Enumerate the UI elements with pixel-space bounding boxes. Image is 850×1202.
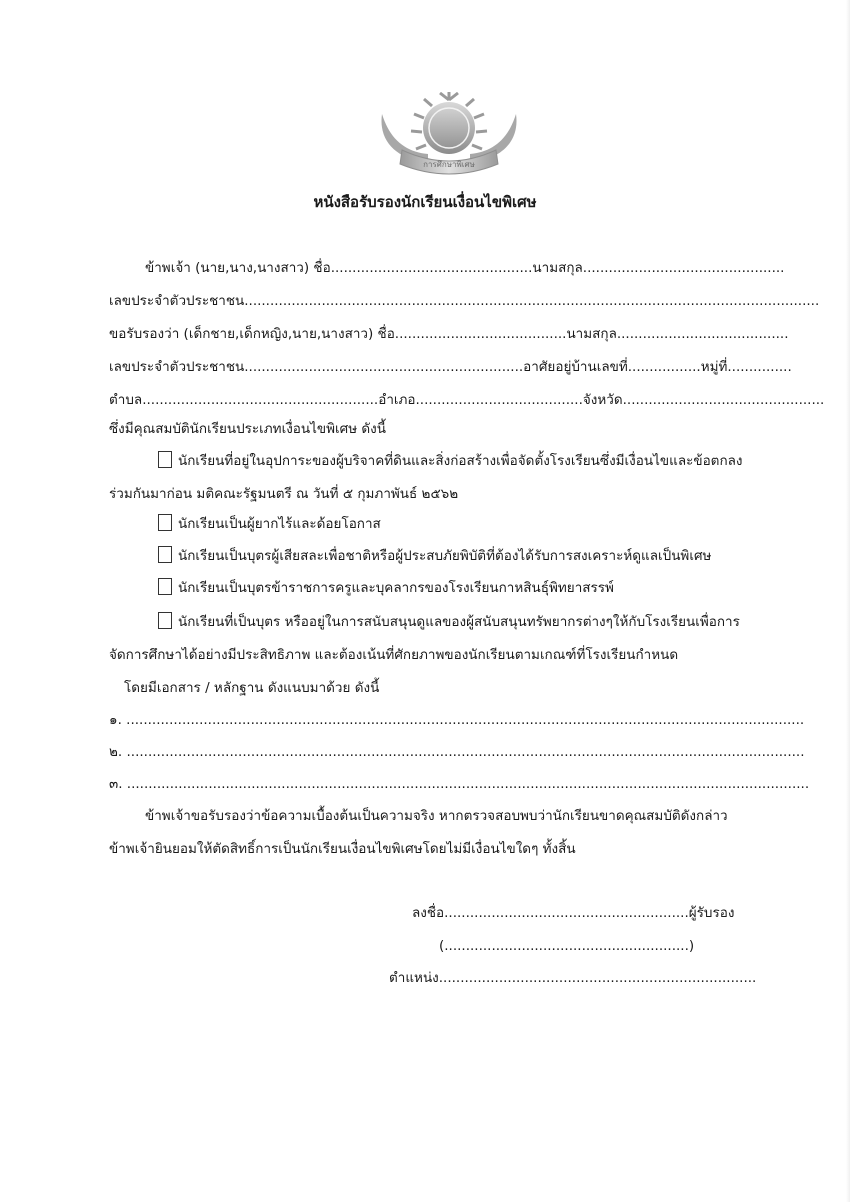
logo-ribbon-text: การศึกษาพิเศษ xyxy=(423,160,475,169)
scan-edge xyxy=(846,0,850,1202)
option-label: นักเรียนเป็นผู้ยากไร้และด้อยโอกาส xyxy=(178,516,381,532)
certification-line-2: ข้าพเจ้ายินยอมให้ตัดสิทธิ์การเป็นนักเรียนเงื่อนไขพิเศษโดยไม่มีเงื่อนไขใดๆ ทั้งสิ้น xyxy=(109,841,576,857)
evidence-item-1[interactable]: ๑. .............................................................................................................................................................. xyxy=(109,712,805,728)
option-sacrifice-disaster xyxy=(158,546,711,566)
document-title: หนังสือรับรองนักเรียนเงื่อนไขพิเศษ xyxy=(313,193,537,211)
option-donor-dependent xyxy=(158,451,743,471)
sun-disc-icon xyxy=(423,102,475,154)
checkbox-icon[interactable] xyxy=(158,546,172,563)
declarant-id-field[interactable]: เลขประจำตัวประชาชน...................................................................................................................................... xyxy=(109,293,820,309)
option-staff-child xyxy=(158,578,614,598)
student-id-address-field[interactable]: เลขประจำตัวประชาชน.................................................................อาศัยอยู่บ้านเลขที่.................หมู่ที่............... xyxy=(109,359,792,375)
checkbox-icon[interactable] xyxy=(158,514,172,531)
evidence-item-3[interactable]: ๓. ............................................................................................................................................................... xyxy=(109,776,810,792)
option-label: นักเรียนเป็นบุตรผู้เสียสละเพื่อชาติหรือผู้ประสบภัยพิบัติที่ต้องได้รับการสงเคราะห์ดูแลเป็นพิเศษ xyxy=(178,548,712,564)
student-location-field[interactable]: ตำบล.......................................................อำเภอ.......................................จังหวัด............................................... xyxy=(109,392,825,408)
option-resource-supporter xyxy=(158,612,740,632)
certification-line-1: ข้าพเจ้าขอรับรองว่าข้อความเบื้องต้นเป็นความจริง หากตรวจสอบพบว่านักเรียนขาดคุณสมบัติดังกล่าว xyxy=(145,808,728,824)
checkbox-icon[interactable] xyxy=(158,612,172,629)
checkbox-icon[interactable] xyxy=(158,451,172,468)
student-name-field[interactable]: ขอรับรองว่า (เด็กชาย,เด็กหญิง,นาย,นางสาว) ชื่อ........................................นามสกุล........................................ xyxy=(109,326,789,342)
option-donor-dependent-cont: ร่วมกันมาก่อน มติคณะรัฐมนตรี ณ วันที่ ๕ กุมภาพันธ์ ๒๕๖๒ xyxy=(109,486,459,502)
option-label: นักเรียนที่เป็นบุตร หรืออยู่ในการสนับสนุนดูแลของผู้สนับสนุนทรัพยากรต่างๆให้กับโรงเรียนเพื่อการ xyxy=(178,614,740,630)
position-field[interactable]: ตำแหน่ง.......................................................................... xyxy=(389,970,757,986)
special-education-emblem xyxy=(368,92,530,180)
qualification-intro: ซึ่งมีคุณสมบัตินักเรียนประเภทเงื่อนไขพิเศษ ดังนี้ xyxy=(109,421,386,437)
option-underprivileged xyxy=(158,514,381,534)
evidence-intro: โดยมีเอกสาร / หลักฐาน ดังแนบมาด้วย ดังนี้ xyxy=(124,680,380,696)
option-label: นักเรียนเป็นบุตรข้าราชการครูและบุคลากรของโรงเรียนกาหสินธุ์พิทยาสรรพ์ xyxy=(178,580,614,596)
signature-field[interactable]: ลงชื่อ.........................................................ผู้รับรอง xyxy=(412,905,735,921)
printed-name-field[interactable]: (.........................................................) xyxy=(439,938,695,954)
option-label: นักเรียนที่อยู่ในอุปการะของผู้บริจาคที่ดินและสิ่งก่อสร้างเพื่อจัดตั้งโรงเรียนซึ่งมีเงื่อนไขและข้อตกลง xyxy=(178,453,743,469)
option-resource-supporter-cont: จัดการศึกษาได้อย่างมีประสิทธิภาพ และต้องเน้นที่ศักยภาพของนักเรียนตามเกณฑ์ที่โรงเรียนกำหนด xyxy=(109,647,679,663)
checkbox-icon[interactable] xyxy=(158,578,172,595)
declarant-name-field[interactable]: ข้าพเจ้า (นาย,นาง,นางสาว) ชื่อ...............................................นามสกุล............................................... xyxy=(145,260,785,276)
evidence-item-2[interactable]: ๒. .............................................................................................................................................................. xyxy=(109,744,805,760)
